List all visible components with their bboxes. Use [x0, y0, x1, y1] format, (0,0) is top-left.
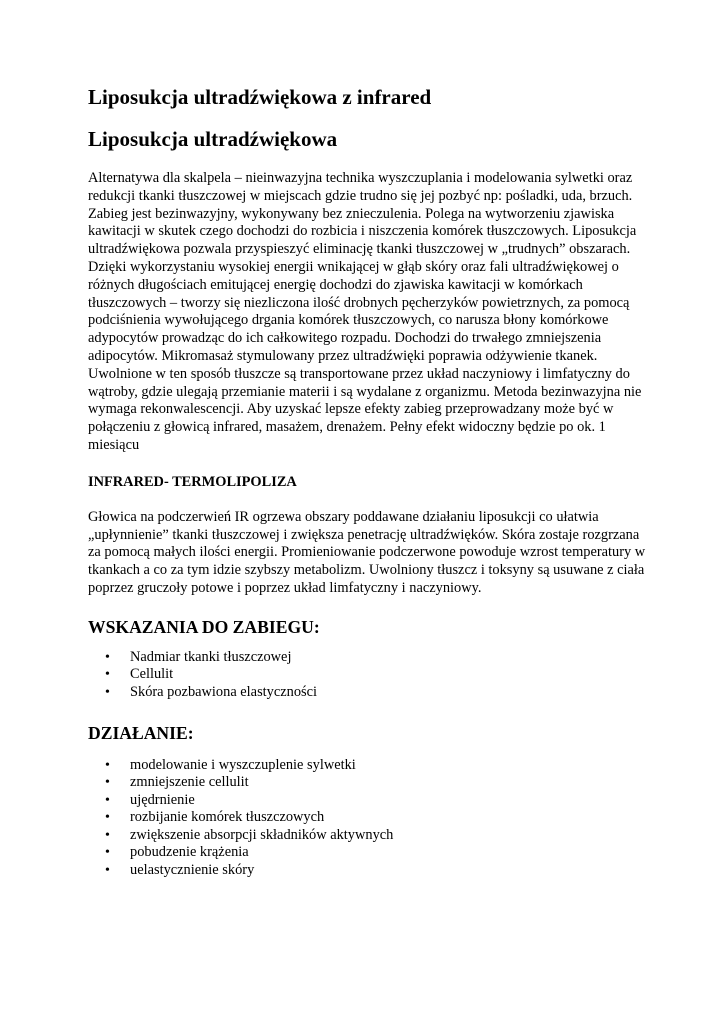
list-item-label: uelastycznienie skóry	[130, 862, 255, 879]
list-item-label: Cellulit	[130, 666, 174, 683]
section-title: Liposukcja ultradźwiękowa	[88, 127, 338, 151]
infrared-heading: INFRARED- TERMOLIPOLIZA	[88, 473, 297, 490]
list-item	[88, 757, 648, 775]
indications-list	[88, 649, 648, 702]
list-item-label: Skóra pozbawiona elastyczności	[130, 683, 318, 700]
bullet-icon: •	[105, 667, 110, 683]
list-item-label: pobudzenie krążenia	[130, 844, 249, 861]
bullet-icon: •	[105, 757, 110, 773]
effects-list	[88, 757, 648, 880]
list-item	[88, 844, 648, 862]
document-page	[88, 84, 648, 880]
list-item-label: rozbijanie komórek tłuszczowych	[130, 809, 325, 826]
bullet-icon: •	[105, 649, 110, 665]
list-item	[88, 666, 648, 684]
bullet-icon: •	[105, 792, 110, 808]
list-item	[88, 649, 648, 667]
bullet-icon: •	[105, 845, 110, 861]
list-item-label: Nadmiar tkanki tłuszczowej	[130, 648, 292, 665]
list-item	[88, 792, 648, 810]
bullet-icon: •	[105, 863, 110, 879]
list-item	[88, 809, 648, 827]
intro-paragraph: Alternatywa dla skalpela – nieinwazyjna technika wyszczuplania i modelowania sylwetki oraz redukcji tkanki tłuszczowej w miejscach gdzie trudno się jej pozbyć np: pośladki, uda, brzuch. Zabieg jest bezinwazyjny, wykonywany bez znieczulenia. Polega na wytworzeniu zjawiska kawitacji w skutek czego dochodzi do rozbicia i niszczenia komórek tłuszczowych. Liposukcja ultradźwiękowa pozwala przyspieszyć eliminację tkanki tłuszczowej w „trudnych” obszarach. Dzięki wykorzystaniu wysokiej energii wnikającej w głąb skóry oraz fali ultradźwiękowej o różnych długościach emitującej energię dochodzi do zjawiska kawitacji w komórkach tłuszczowych – tworzy się niezliczona ilość drobnych pęcherzyków powietrznych, za pomocą podciśnienia wywołującego drgania komórek tłuszczowych, co narusza błony komórkowe adypocytów prowadząc do ich całkowitego rozpadu. Dochodzi do trwałego zmniejszenia adipocytów. Mikromasaż stymulowany przez ultradźwięki poprawia odżywienie tkanek. Uwolnione w ten sposób tłuszcze są transportowane przez układ naczyniowy i limfatyczny do wątroby, gdzie ulegają przemianie materii i są wydalane z organizmu. Metoda bezinwazyjna nie wymaga rekonwalescencji. Aby uzyskać lepsze efekty zabieg przeprowadzany może być w połączeniu z głowicą infrared, masażem, drenażem. Pełny efekt widoczny będzie po ok. 1 miesiącu	[88, 170, 642, 453]
bullet-icon: •	[105, 810, 110, 826]
list-item-label: zwiększenie absorpcji składników aktywnych	[130, 826, 394, 843]
list-item	[88, 862, 648, 880]
infrared-paragraph: Głowica na podczerwień IR ogrzewa obszary poddawane działaniu liposukcji co ułatwia „upłynnienie” tkanki tłuszczowej i zwiększa penetrację ultradźwięków. Skóra zostaje rozgrzana za pomocą małych ilości energii. Promieniowanie podczerwone powoduje wzrost temperatury w tkankach a co za tym idzie szybszy metabolizm. Uwolniony tłuszcz i toksyny są usuwane z ciała poprzez gruczoły potowe i poprzez układ limfatyczny i naczyniowy.	[88, 508, 646, 596]
bullet-icon: •	[105, 827, 110, 843]
list-item	[88, 827, 648, 845]
effects-heading: DZIAŁANIE:	[88, 722, 194, 743]
list-item	[88, 774, 648, 792]
list-item-label: ujędrnienie	[130, 791, 195, 808]
bullet-icon: •	[105, 684, 110, 700]
list-item-label: modelowanie i wyszczuplenie sylwetki	[130, 756, 356, 773]
document-title: Liposukcja ultradźwiękowa z infrared	[88, 85, 432, 109]
list-item	[88, 684, 648, 702]
bullet-icon: •	[105, 775, 110, 791]
indications-heading: WSKAZANIA DO ZABIEGU:	[88, 616, 320, 637]
list-item-label: zmniejszenie cellulit	[130, 774, 249, 791]
